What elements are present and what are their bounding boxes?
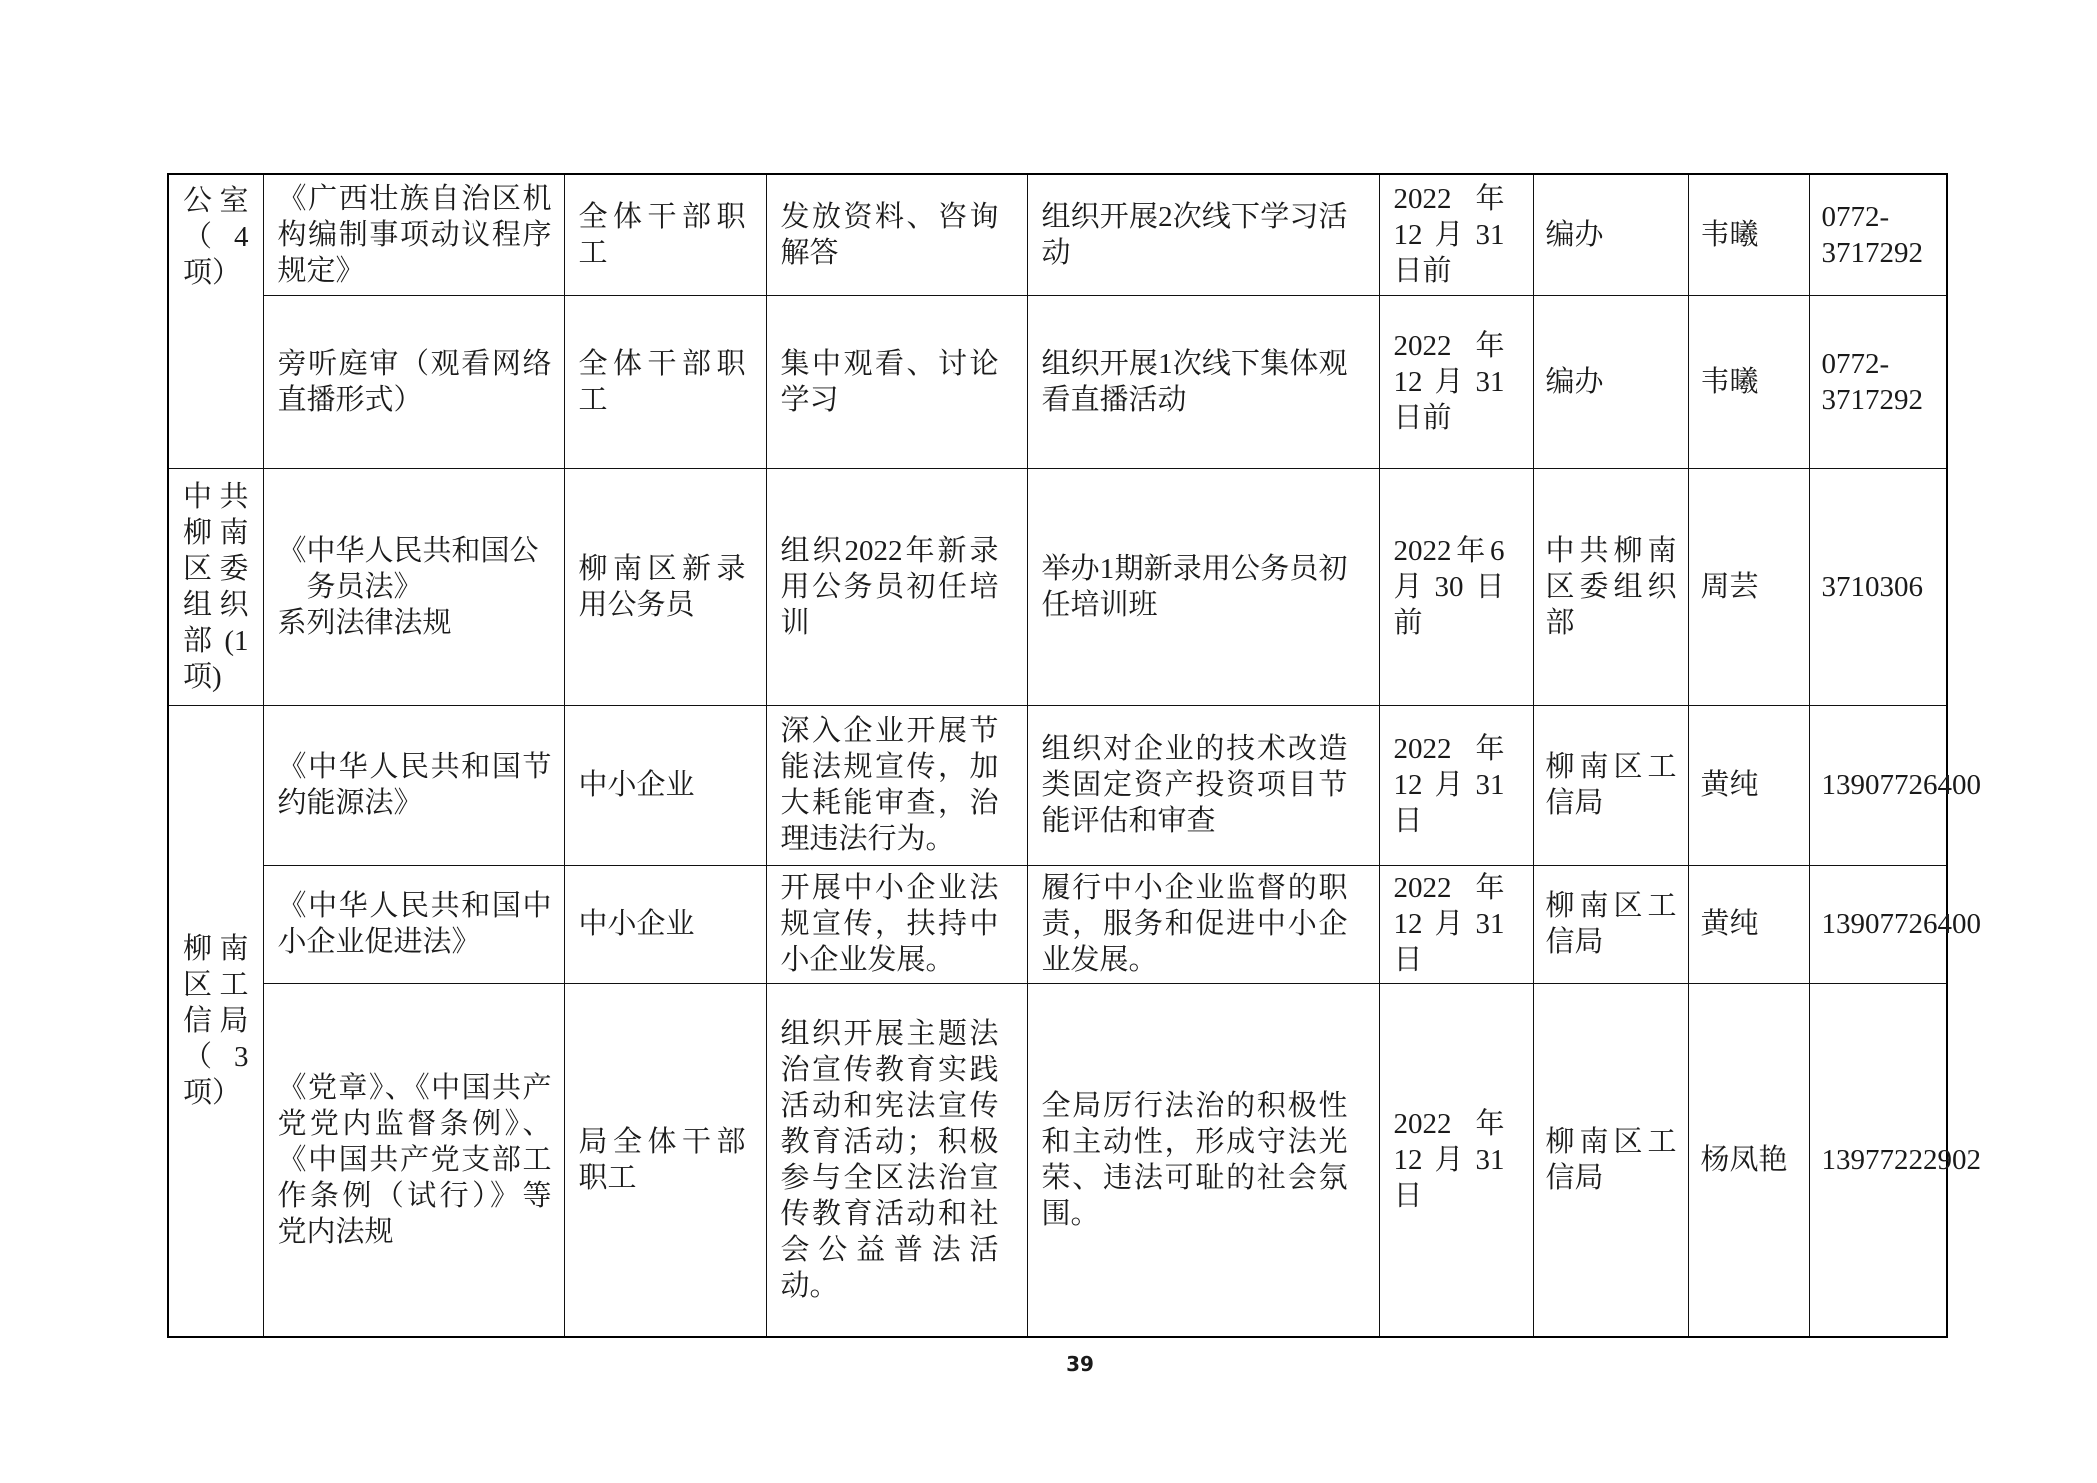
form-cell: 组织开展主题法治宣传教育实践活动和宪法宣传教育活动；积极参与全区法治宣传教育活动和社会公益普法活动。	[766, 983, 1027, 1337]
unit-cell: 柳南区工信局	[1533, 705, 1688, 865]
law-cell	[263, 468, 564, 705]
law-cell: 旁听庭审（观看网络直播形式）	[263, 295, 564, 468]
measure-cell: 组织对企业的技术改造类固定资产投资项目节能评估和审查	[1027, 705, 1379, 865]
contact-cell: 韦曦	[1688, 174, 1809, 295]
measure-cell: 组织开展1次线下集体观看直播活动	[1027, 295, 1379, 468]
law-note: 系列法律法规	[277, 606, 452, 639]
contact-cell: 黄纯	[1688, 865, 1809, 983]
contact-cell: 韦曦	[1688, 295, 1809, 468]
form-cell: 开展中小企业法规宣传，扶持中小企业发展。	[766, 865, 1027, 983]
phone-cell: 13907726400	[1809, 865, 1947, 983]
form-cell: 发放资料、咨询解答	[766, 174, 1027, 295]
law-cell: 《党章》、《中国共产党党内监督条例》、《中国共产党支部工作条例（试行）》等党内法规	[263, 983, 564, 1337]
measure-cell: 举办1期新录用公务员初任培训班	[1027, 468, 1379, 705]
unit-cell: 中共柳南区委组织部	[1533, 468, 1688, 705]
table-row	[168, 174, 1947, 295]
measures-table	[167, 173, 1981, 1338]
unit-cell: 编办	[1533, 295, 1688, 468]
measure-cell: 履行中小企业监督的职责，服务和促进中小企业发展。	[1027, 865, 1379, 983]
phone-cell: 13977222902	[1809, 983, 1947, 1337]
department-cell: 公室（4项）	[168, 174, 263, 468]
form-cell: 集中观看、讨论学习	[766, 295, 1027, 468]
deadline-cell: 2022年6月30日前	[1379, 468, 1533, 705]
law-title: 《中华人民共和国公务员法》	[277, 534, 539, 603]
phone-cell: 0772-3717292	[1809, 295, 1947, 468]
phone-cell: 3710306	[1809, 468, 1947, 705]
law-cell: 《中华人民共和国中小企业促进法》	[263, 865, 564, 983]
target-cell: 全体干部职工	[564, 295, 766, 468]
page-number: 39	[1066, 1352, 1094, 1376]
form-cell: 深入企业开展节能法规宣传，加大耗能审查，治理违法行为。	[766, 705, 1027, 865]
target-cell: 柳南区新录用公务员	[564, 468, 766, 705]
target-cell: 中小企业	[564, 865, 766, 983]
deadline-cell: 2022年12月31日	[1379, 865, 1533, 983]
deadline-cell: 2022年12月31日	[1379, 983, 1533, 1337]
table-row	[168, 468, 1947, 705]
unit-cell: 编办	[1533, 174, 1688, 295]
deadline-cell: 2022年12月31日前	[1379, 174, 1533, 295]
table-row	[168, 705, 1947, 865]
deadline-cell: 2022年12月31日	[1379, 705, 1533, 865]
target-cell: 全体干部职工	[564, 174, 766, 295]
contact-cell: 黄纯	[1688, 705, 1809, 865]
contact-cell: 周芸	[1688, 468, 1809, 705]
unit-cell: 柳南区工信局	[1533, 983, 1688, 1337]
form-cell: 组织2022年新录用公务员初任培训	[766, 468, 1027, 705]
phone-cell: 13907726400	[1809, 705, 1947, 865]
law-cell: 《广西壮族自治区机构编制事项动议程序规定》	[263, 174, 564, 295]
table-row	[168, 295, 1947, 468]
target-cell: 局全体干部职工	[564, 983, 766, 1337]
department-cell: 中共柳南区委组织部(1项)	[168, 468, 263, 705]
department-cell: 柳南区工信局（3项）	[168, 705, 263, 1337]
measure-cell: 全局厉行法治的积极性和主动性，形成守法光荣、违法可耻的社会氛围。	[1027, 983, 1379, 1337]
unit-cell: 柳南区工信局	[1533, 865, 1688, 983]
contact-cell: 杨凤艳	[1688, 983, 1809, 1337]
table-row	[168, 865, 1947, 983]
phone-cell: 0772-3717292	[1809, 174, 1947, 295]
target-cell: 中小企业	[564, 705, 766, 865]
deadline-cell: 2022年12月31日前	[1379, 295, 1533, 468]
table-row	[168, 983, 1947, 1337]
measure-cell: 组织开展2次线下学习活动	[1027, 174, 1379, 295]
law-cell: 《中华人民共和国节约能源法》	[263, 705, 564, 865]
